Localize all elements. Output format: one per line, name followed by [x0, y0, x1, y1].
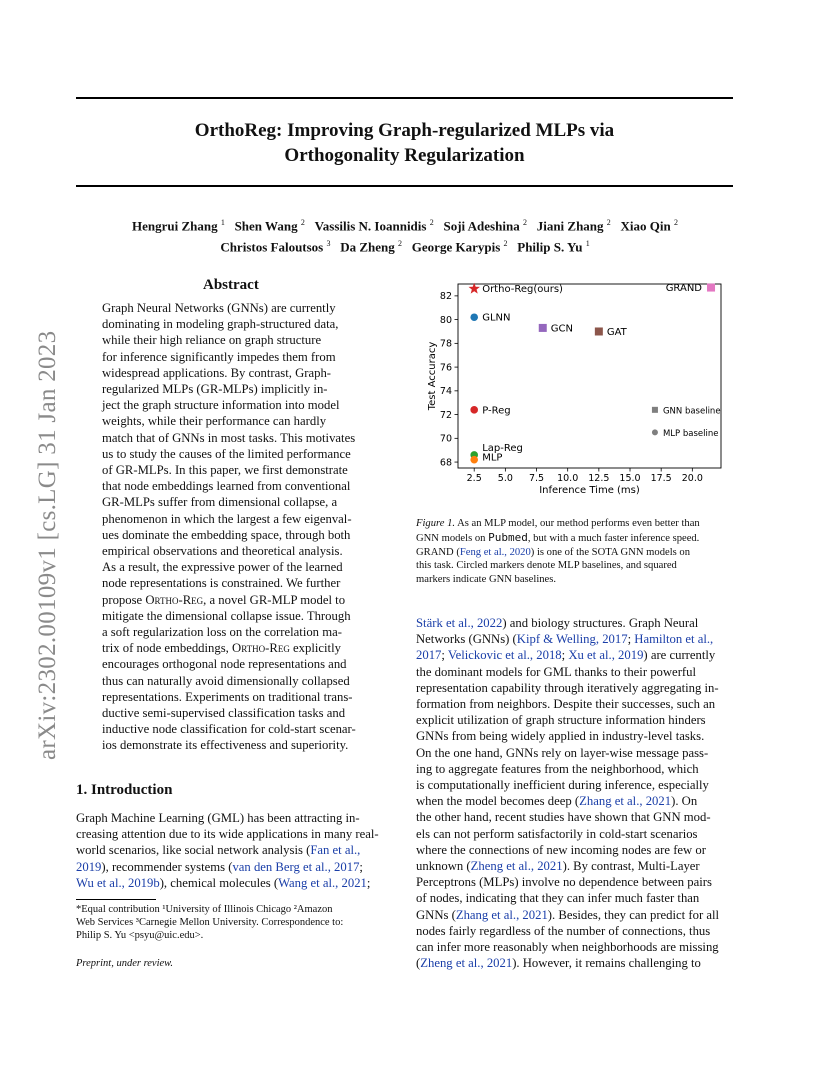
text-line: mitigate the dimensional collapse issue. Through — [102, 608, 351, 623]
preprint-note: Preprint, under review. — [76, 958, 174, 969]
text-line: On the one hand, GNNs rely on layer-wise message pass- — [416, 745, 709, 760]
author-list — [90, 214, 720, 257]
author-affiliation-mark: 2 — [300, 218, 305, 227]
text-line: is computationally inefficient during inference, especially — [416, 778, 709, 793]
data-point-circle — [470, 406, 478, 414]
paper-title — [76, 118, 733, 168]
author-affiliation-mark: 2 — [674, 218, 679, 227]
y-tick-label: 78 — [439, 338, 452, 350]
text-line: Web Services ³Carnegie Mellon University. Correspondence to: — [76, 917, 344, 928]
data-point-square — [652, 407, 658, 413]
data-point-label: GRAND — [665, 283, 703, 295]
text-line: inductive node classification for cold-start scenar- — [102, 722, 356, 737]
text-line: node representations is constrained. We further — [102, 576, 341, 591]
text-line: empirical observations and theoretical analysis. — [102, 544, 343, 559]
text-line: ues dominate the embedding space, through both — [102, 527, 351, 542]
text-line: Stärk et al., 2022) and biology structures. Graph Neural — [416, 616, 699, 630]
introduction-heading: 1. Introduction — [76, 782, 173, 798]
text-line: formation from neighbors. Despite their successes, such an — [416, 697, 716, 712]
data-point-label: GNN baseline — [662, 406, 721, 417]
text-line: Perceptrons (MLPs) involve no dependence between pairs — [416, 875, 712, 890]
text-line: encourages orthogonal node representations and — [102, 657, 347, 672]
arxiv-identifier: arXiv:2302.00109v1 [cs.LG] 31 Jan 2023 — [34, 330, 61, 760]
text-line: of nodes, indicating that they can infer much faster than — [416, 891, 700, 906]
text-line: dominating in modeling graph-structured data, — [102, 317, 339, 332]
author-name: Shen Wang — [234, 218, 298, 234]
author-affiliation-mark: 2 — [522, 218, 527, 227]
data-point-label: MLP baseline — [662, 428, 719, 439]
data-point-label: GAT — [606, 326, 627, 338]
data-point-label: P-Reg — [482, 405, 511, 417]
data-point-square — [539, 324, 547, 332]
text-line: 2017; Velickovic et al., 2018; Xu et al., 2019) are currently — [416, 648, 716, 663]
title-rule-bottom — [76, 185, 733, 187]
author-name: Vassilis N. Ioannidis — [314, 218, 427, 234]
author-name: Hengrui Zhang — [131, 218, 218, 234]
footnote — [76, 903, 343, 942]
text-line: match that of GNNs in most tasks. This motivates — [102, 430, 356, 445]
title-line-1: OrthoReg: Improving Graph-regularized MLPs via — [194, 120, 615, 141]
y-tick-label: 74 — [439, 386, 452, 398]
author-line-1 — [90, 214, 720, 235]
abstract-body — [102, 300, 365, 754]
author-name: Soji Adeshina — [443, 218, 520, 234]
text-line: Networks (GNNs) (Kipf & Welling, 2017; Hamilton et al., — [416, 632, 714, 647]
author-affiliation-mark: 1 — [585, 239, 590, 249]
text-line: can infer more reasonably when neighborhoods are missing — [416, 940, 719, 955]
author-line-2 — [90, 235, 720, 256]
x-tick-label: 5.0 — [497, 473, 513, 484]
text-line: ios demonstrate its effectiveness and superiority. — [102, 738, 349, 753]
text-line: a soft regularization loss on the correlation ma- — [102, 625, 342, 640]
data-point-circle — [470, 313, 478, 321]
caption-line: Figure 1. As an MLP model, our method performs even better than — [416, 518, 700, 529]
data-point-label: Ortho-Reg(ours) — [482, 284, 563, 296]
text-line: GNNs (Zhang et al., 2021). Besides, they can predict for all — [416, 907, 720, 922]
data-point-circle — [652, 429, 658, 435]
data-point-label: MLP — [482, 452, 503, 464]
data-point-square — [707, 284, 715, 292]
text-line: the other hand, recent studies have shown that GNN mod- — [416, 810, 711, 825]
author-name: Philip S. Yu — [517, 239, 583, 255]
text-line: thus can naturally avoid dimensionally collapsed — [102, 673, 350, 688]
footnote-rule — [76, 899, 156, 900]
text-line: Wu et al., 2019b), chemical molecules (Wang et al., 2021; — [76, 875, 371, 890]
text-line: *Equal contribution ¹University of Illinois Chicago ²Amazon — [76, 904, 333, 915]
text-line: of GR-MLPs. In this paper, we first demonstrate — [102, 463, 348, 478]
text-line: the dominant models for GML thanks to their powerful — [416, 664, 697, 679]
y-tick-label: 80 — [439, 314, 452, 326]
text-line: representation capability through iteratively aggregating in- — [416, 680, 719, 695]
x-tick-label: 20.0 — [681, 473, 703, 484]
author-name: George Karypis — [411, 239, 501, 255]
x-tick-label: 2.5 — [466, 473, 482, 484]
data-point-label: Lap-Reg — [482, 442, 523, 454]
author-affiliation-mark: 2 — [606, 218, 611, 227]
caption-line: GRAND (Feng et al., 2020) is one of the SOTA GNN models on — [416, 546, 691, 558]
caption-line: markers indicate GNN baselines. — [416, 574, 557, 586]
text-line: nodes fairly regardless of the number of connections, thus — [416, 923, 711, 938]
text-line: explicit utilization of graph structure information hinders — [416, 713, 706, 728]
text-line: Graph Neural Networks (GNNs) are currently — [102, 301, 336, 315]
data-point-label: GLNN — [482, 312, 511, 324]
data-point-circle — [470, 456, 478, 464]
x-tick-label: 12.5 — [588, 473, 610, 484]
figure-1-caption — [416, 517, 700, 587]
plot-frame — [458, 284, 721, 468]
author-affiliation-mark: 1 — [220, 218, 225, 227]
author-name: Da Zheng — [340, 239, 395, 255]
x-tick-label: 7.5 — [528, 473, 545, 484]
caption-line: this task. Circled markers denote MLP baselines, and squared — [416, 560, 677, 572]
x-axis-label: Inference Time (ms) — [539, 485, 640, 496]
author-name: Christos Faloutsos — [220, 239, 324, 255]
text-line: GR-MLPs suffer from dimensional collapse, a — [102, 495, 338, 510]
text-line: ductive semi-supervised classification tasks and — [102, 706, 346, 721]
y-tick-label: 82 — [439, 291, 452, 303]
y-axis-label: Test Accuracy — [427, 341, 438, 411]
text-line: that node embeddings learned from conventional — [102, 479, 351, 494]
author-affiliation-mark: 2 — [429, 218, 434, 227]
figure-1-scatter-chart — [416, 278, 726, 500]
text-line: regularized MLPs (GR-MLPs) implicitly in- — [102, 382, 328, 397]
x-tick-label: 17.5 — [650, 473, 672, 484]
text-line: representations. Experiments on traditional trans- — [102, 689, 353, 704]
y-tick-label: 70 — [439, 433, 452, 445]
author-affiliation-mark: 3 — [326, 239, 331, 249]
title-line-2: Orthogonality Regularization — [284, 145, 525, 166]
abstract-heading: Abstract — [203, 277, 259, 293]
data-point-square — [595, 327, 603, 335]
author-affiliation-mark: 2 — [398, 239, 403, 249]
text-line: trix of node embeddings, Ortho-Reg explicitly — [102, 641, 341, 656]
text-line: ject the graph structure information into model — [102, 398, 340, 413]
text-line: unknown (Zheng et al., 2021). By contrast, Multi-Layer — [416, 859, 700, 874]
caption-line: GNN models on Pubmed, but with a much faster inference speed. — [416, 530, 700, 544]
y-tick-label: 72 — [439, 409, 452, 421]
text-line: weights, while their performance can hardly — [102, 414, 327, 429]
author-name: Xiao Qin — [620, 218, 671, 234]
text-line: when the model becomes deep (Zhang et al., 2021). On — [416, 794, 698, 809]
author-affiliation-mark: 2 — [503, 239, 508, 249]
text-line: while their high reliance on graph structure — [102, 333, 322, 348]
x-tick-label: 10.0 — [557, 473, 579, 484]
intro-left-column — [76, 810, 379, 891]
intro-right-column — [416, 615, 719, 971]
text-line: Graph Machine Learning (GML) has been attracting in- — [76, 811, 360, 825]
data-point-label: GCN — [550, 323, 573, 335]
text-line: propose Ortho-Reg, a novel GR-MLP model to — [102, 592, 346, 607]
text-line: GNNs from being widely applied in industry-level tasks. — [416, 729, 705, 744]
author-name: Jiani Zhang — [536, 218, 604, 234]
text-line: phenomenon in which the largest a few eigenval- — [102, 511, 352, 526]
text-line: creasing attention due to its wide applications in many real- — [76, 827, 379, 842]
text-line: ing to aggregate features from the neighborhood, which — [416, 761, 699, 776]
text-line: us to study the causes of the limited performance — [102, 446, 351, 461]
y-tick-label: 76 — [439, 362, 452, 374]
text-line: els can not perform satisfactorily in cold-start scenarios — [416, 826, 698, 841]
text-line: 2019), recommender systems (van den Berg et al., 2017; — [76, 859, 363, 874]
title-rule-top — [76, 97, 733, 99]
text-line: widespread applications. By contrast, Graph- — [102, 365, 332, 380]
text-line: (Zheng et al., 2021). However, it remains challenging to — [416, 956, 701, 971]
text-line: for inference significantly impedes them from — [102, 349, 336, 364]
text-line: where the connections of new incoming nodes are few or — [416, 842, 706, 857]
text-line: Philip S. Yu <psyu@uic.edu>. — [76, 930, 204, 941]
text-line: As a result, the expressive power of the learned — [102, 560, 343, 575]
y-tick-label: 68 — [439, 457, 452, 469]
text-line: world scenarios, like social network analysis (Fan et al., — [76, 843, 361, 858]
x-tick-label: 15.0 — [619, 473, 641, 484]
